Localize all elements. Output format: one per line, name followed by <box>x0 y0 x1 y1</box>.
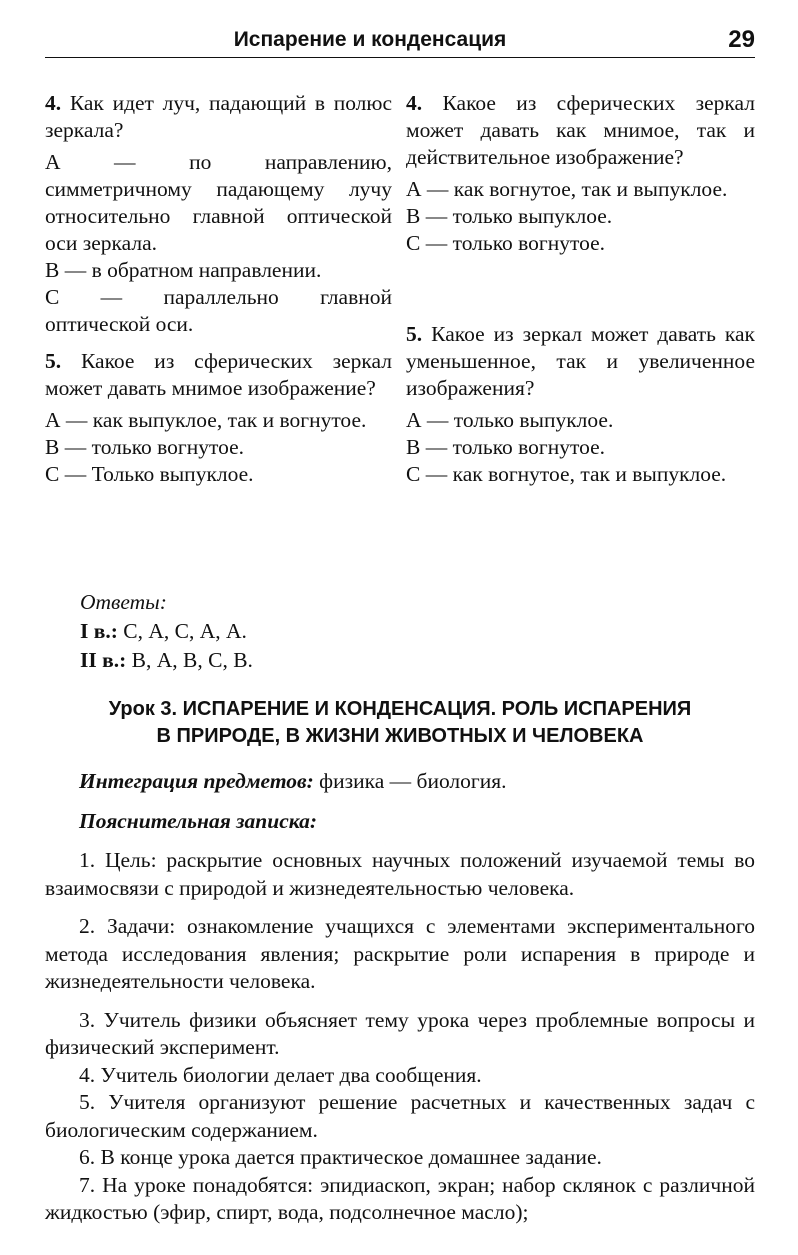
lesson-body <box>45 768 755 1227</box>
running-head-title: Испарение и конденсация <box>233 28 507 51</box>
answer-b: В — только вогнутое. <box>45 435 245 459</box>
list-item: 2. Задачи: ознакомление учащихся с элементами экспериментального метода исследования явления; раскрытие роли испарения в природе и жизнедеятельности человека. <box>45 914 755 993</box>
answer-a: А — только выпуклое. <box>406 408 614 432</box>
answers-variant-1: I в.: С, А, С, А, А. <box>80 619 247 643</box>
answer-a: А — как вогнутое, так и выпуклое. <box>406 177 728 201</box>
answer-c: С — параллельно главной оптической оси. <box>45 285 392 336</box>
answer-c: С — Только выпуклое. <box>45 462 254 486</box>
answer-a: А — как выпуклое, так и вогнутое. <box>45 408 367 432</box>
question-4-right: 4. Какое из сферических зеркал может давать как мнимое, так и действительное изображение? <box>406 91 756 169</box>
running-head <box>45 26 755 56</box>
answer-b: В — только вогнутое. <box>406 435 606 459</box>
answer-b: В — в обратном направлении. <box>45 258 322 282</box>
left-column <box>45 90 392 488</box>
answers-variant-2: II в.: В, А, В, С, В. <box>80 648 253 672</box>
page-number: 29 <box>728 26 755 53</box>
question-4-left: 4. Как идет луч, падающий в полюс зеркала? <box>45 91 393 142</box>
header-rule <box>45 57 755 58</box>
lesson-title: Урок 3. ИСПАРЕНИЕ И КОНДЕНСАЦИЯ. РОЛЬ ИСПАРЕНИЯ В ПРИРОДЕ, В ЖИЗНИ ЖИВОТНЫХ И ЧЕЛОВЕКА <box>108 698 692 747</box>
answers-title: Ответы: <box>80 590 167 614</box>
answers-block <box>80 588 253 675</box>
list-item: 1. Цель: раскрытие основных научных положений изучаемой темы во взаимосвязи с природой и жизнедеятельностью человека. <box>45 848 755 900</box>
list-item: 5. Учителя организуют решение расчетных и качественных задач с биологическим содержанием. <box>45 1090 755 1142</box>
integration-line: Интеграция предметов: физика — биология. <box>79 769 507 793</box>
answer-c: С — только вогнутое. <box>406 231 606 255</box>
question-5-left: 5. Какое из сферических зеркал может давать мнимое изображение? <box>45 349 393 400</box>
list-item: 7. На уроке понадобятся: эпидиаскоп, экран; набор склянок с различной жидкостью (эфир, спирт, вода, подсолнечное масло); <box>45 1172 755 1224</box>
answer-b: В — только выпуклое. <box>406 204 613 228</box>
answer-a: А — по направлению, симметричному падающему лучу относительно главной оптической оси зеркала. <box>45 150 392 255</box>
list-item: 6. В конце урока дается практическое домашнее задание. <box>79 1145 602 1169</box>
right-column <box>406 90 755 488</box>
list-item: 4. Учитель биологии делает два сообщения. <box>79 1062 482 1087</box>
list-item: 3. Учитель физики объясняет тему урока через проблемные вопросы и физический эксперимент. <box>45 1007 755 1059</box>
note-label: Пояснительная записка: <box>79 808 318 833</box>
answer-c: С — как вогнутое, так и выпуклое. <box>406 462 727 486</box>
question-5-right: 5. Какое из зеркал может давать как уменьшенное, так и увеличенное изображения? <box>406 322 756 400</box>
